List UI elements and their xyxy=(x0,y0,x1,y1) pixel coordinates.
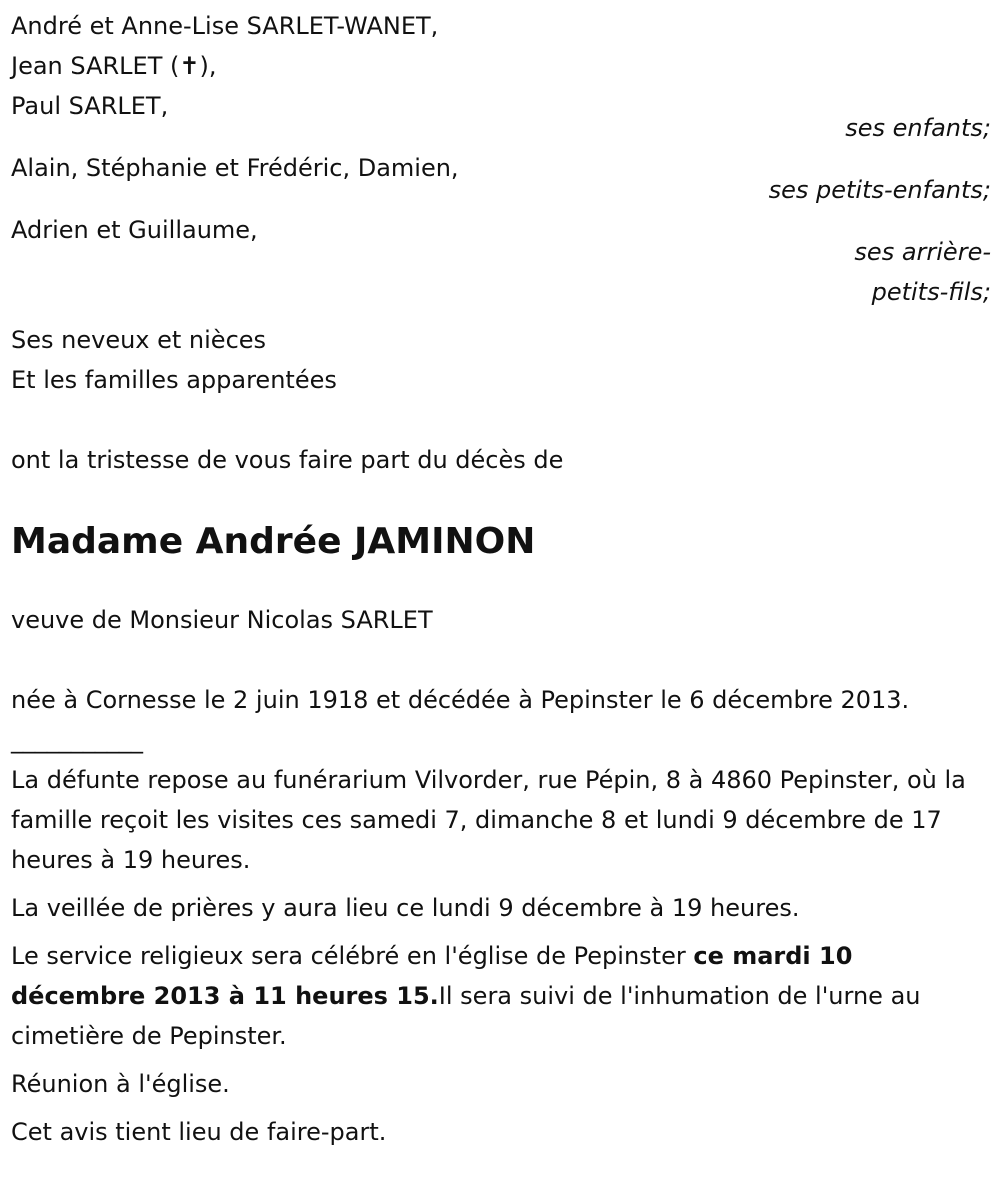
relatives-line-1: Ses neveux et nièces xyxy=(11,326,267,354)
service-paragraph xyxy=(11,936,991,1056)
vigil-paragraph: La veillée de prières y aura lieu ce lundi 9 décembre à 19 heures. xyxy=(11,894,800,922)
grandchildren-role: ses petits-enfants; xyxy=(768,176,991,204)
great-grandchildren-role-2: petits-fils; xyxy=(871,278,991,306)
announcement-text: ont la tristesse de vous faire part du décès de xyxy=(11,446,564,474)
great-grandchildren-names: Adrien et Guillaume, xyxy=(11,216,258,244)
separator-line: ___________ xyxy=(11,726,143,754)
service-prefix: Le service religieux sera célébré en l'église de Pepinster xyxy=(11,942,694,970)
children-role: ses enfants; xyxy=(845,114,991,142)
relatives-line-2: Et les familles apparentées xyxy=(11,366,337,394)
meeting-paragraph: Réunion à l'église. xyxy=(11,1070,230,1098)
service-datetime: ce mardi 10 décembre 2013 à 11 heures 15. xyxy=(11,942,853,1010)
birth-death-text: née à Cornesse le 2 juin 1918 et décédée à Pepinster le 6 décembre 2013. xyxy=(11,686,910,714)
deceased-name: Madame Andrée JAMINON xyxy=(11,521,536,562)
widow-of-text: veuve de Monsieur Nicolas SARLET xyxy=(11,606,433,634)
child-name-2: Jean SARLET (✝), xyxy=(11,52,217,80)
obituary-document xyxy=(11,6,991,1160)
child-name-3: Paul SARLET, xyxy=(11,92,169,120)
great-grandchildren-role-1: ses arrière- xyxy=(854,238,991,266)
grandchildren-names: Alain, Stéphanie et Frédéric, Damien, xyxy=(11,154,459,182)
child-name-1: André et Anne-Lise SARLET-WANET, xyxy=(11,12,439,40)
notice-paragraph: Cet avis tient lieu de faire-part. xyxy=(11,1118,387,1146)
funerarium-paragraph: La défunte repose au funérarium Vilvorder, rue Pépin, 8 à 4860 Pepinster, où la famille reçoit les visites ces samedi 7, dimanche 8 et lundi 9 décembre de 17 heures à 19 heures. xyxy=(11,766,966,874)
service-suffix: Il sera suivi de l'inhumation de l'urne au cimetière de Pepinster. xyxy=(11,982,921,1050)
